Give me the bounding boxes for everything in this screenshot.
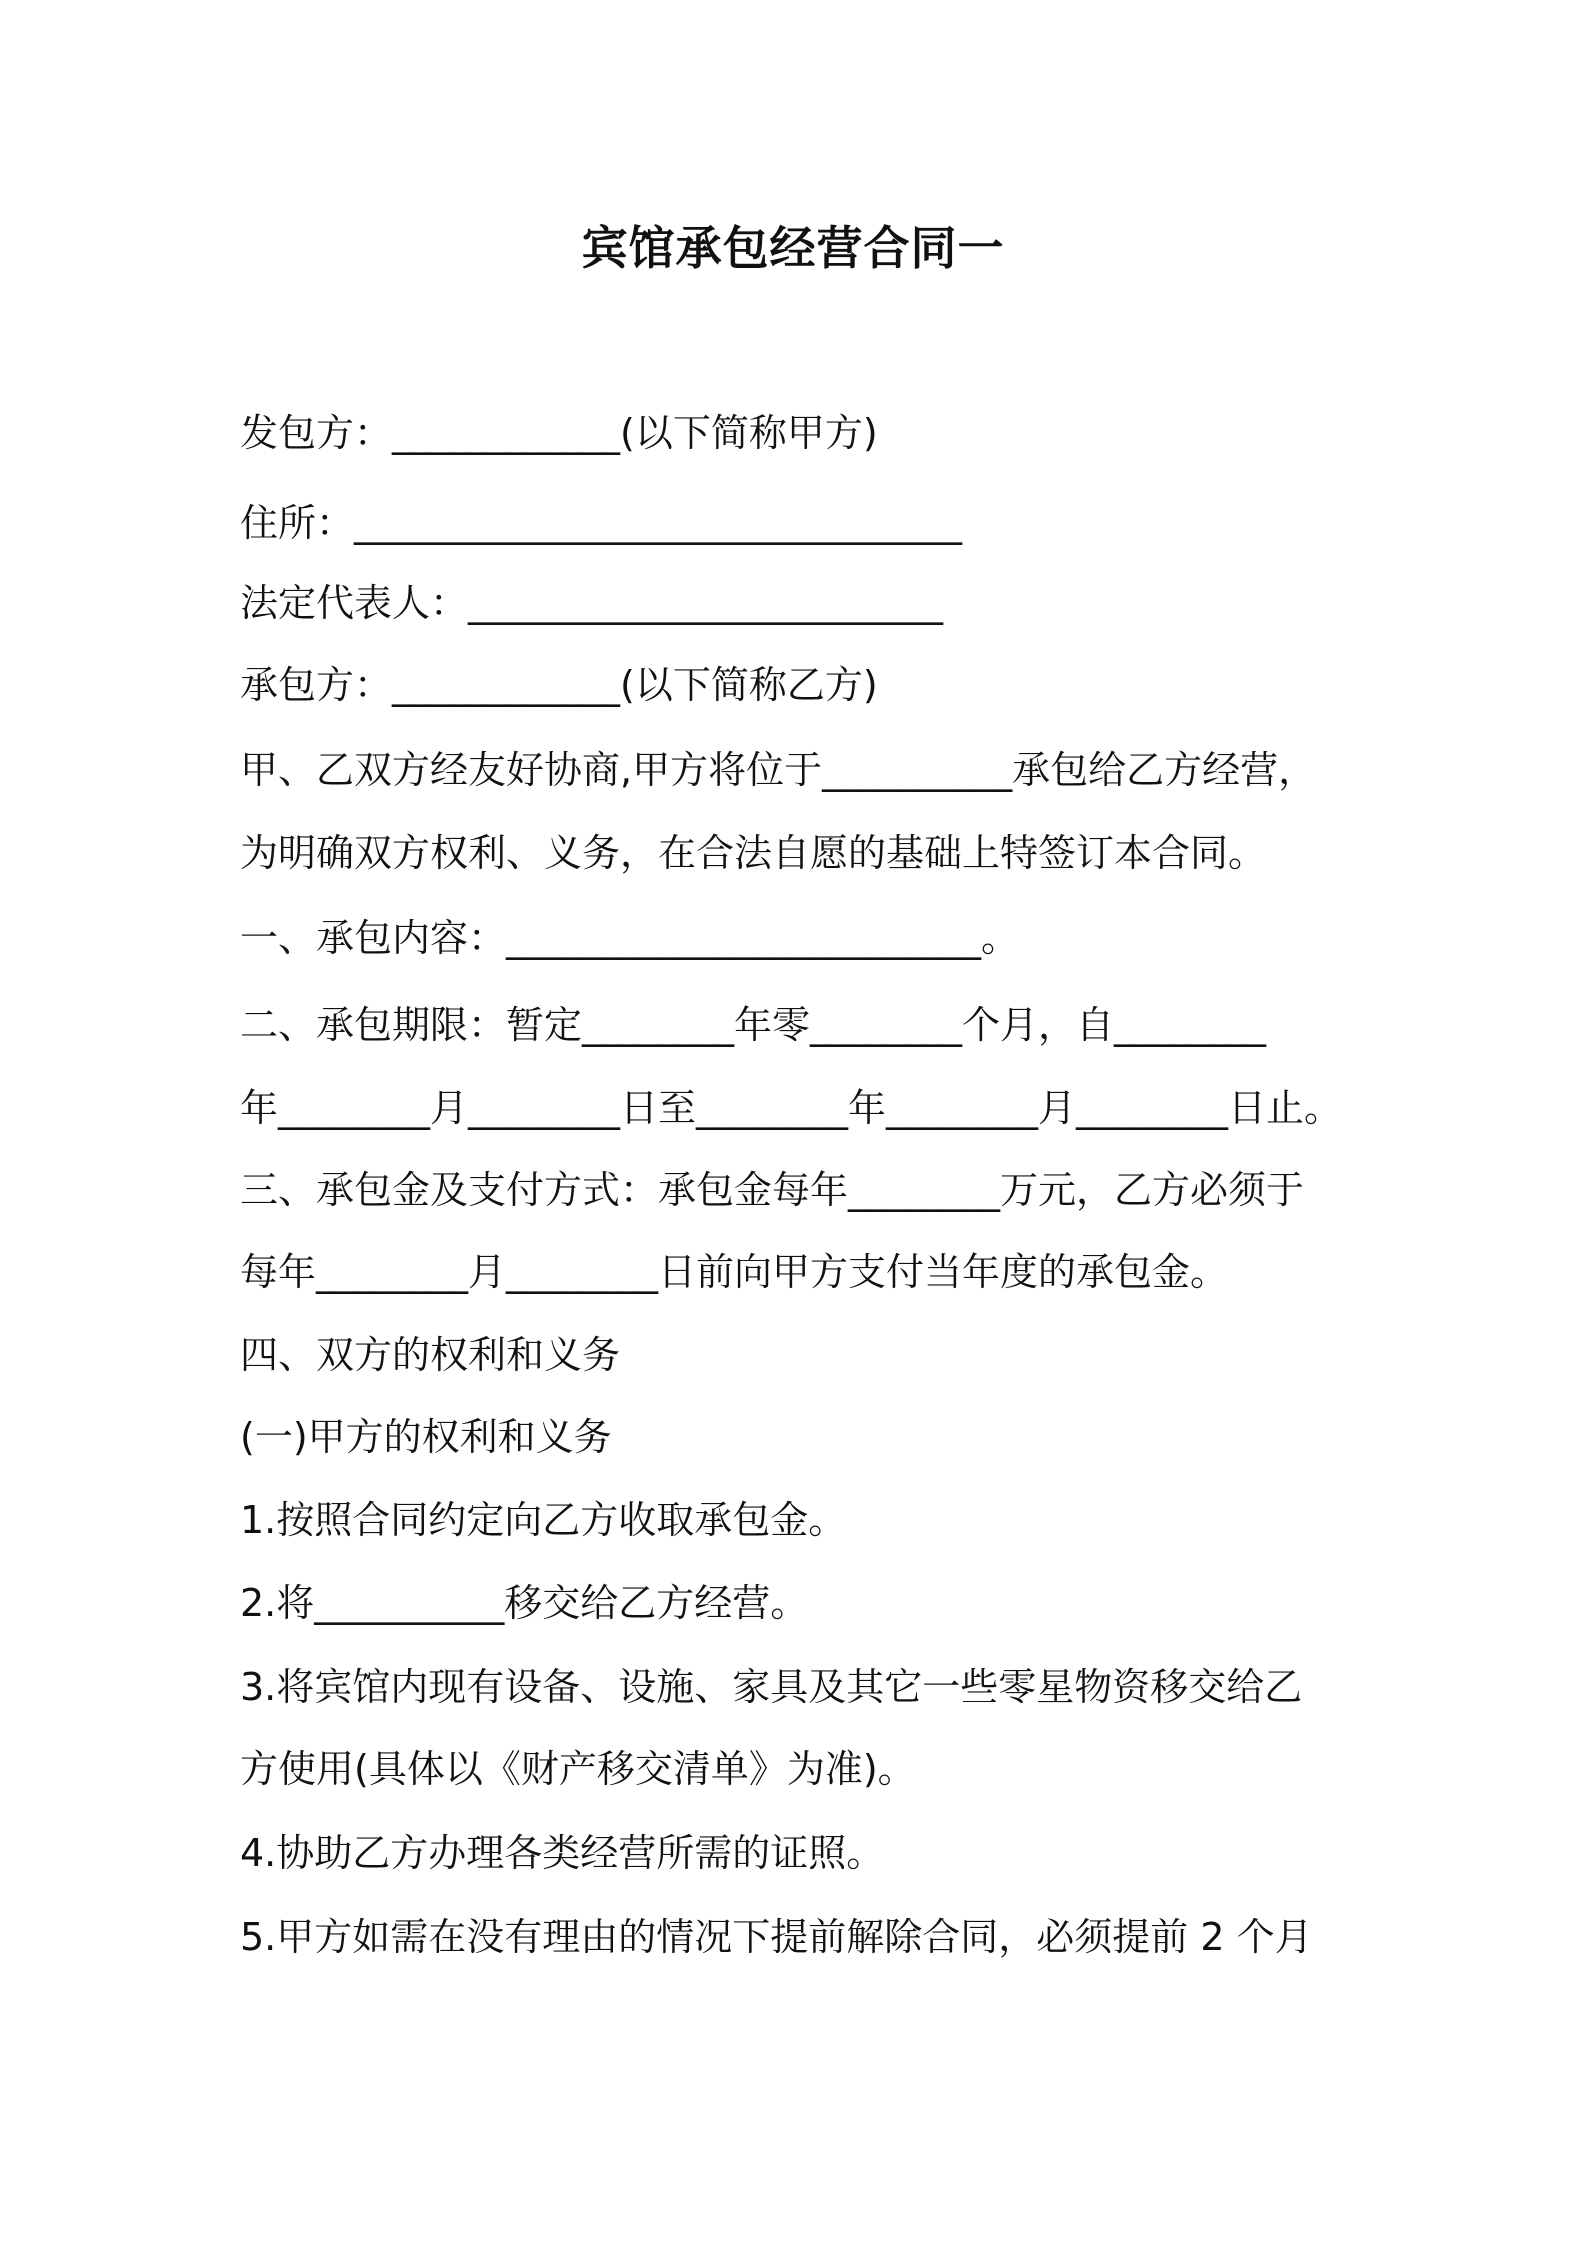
clause-line-contractor: 承包方：____________(以下简称乙方) (240, 663, 878, 707)
clause-line-section-4: 四、双方的权利和义务 (240, 1333, 621, 1377)
clause-line-item-3b: 方使用(具体以《财产移交清单》为准)。 (240, 1747, 916, 1791)
clause-line-legal-rep: 法定代表人：_________________________ (240, 581, 944, 625)
clause-line-item-2: 2.将__________移交给乙方经营。 (240, 1581, 809, 1625)
clause-line-section-2b: 年________月________日至________年________月________日止。 (240, 1086, 1343, 1130)
clause-line-preamble-2: 为明确双方权利、义务，在合法自愿的基础上特签订本合同。 (240, 831, 1267, 875)
clause-line-item-3a: 3.将宾馆内现有设备、设施、家具及其它一些零星物资移交给乙 (240, 1665, 1303, 1709)
clause-line-section-3a: 三、承包金及支付方式：承包金每年________万元，乙方必须于 (240, 1168, 1305, 1212)
clause-line-subsection-1: (一)甲方的权利和义务 (240, 1415, 612, 1459)
clause-line-section-3b: 每年________月________日前向甲方支付当年度的承包金。 (240, 1250, 1229, 1294)
document-title: 宾馆承包经营合同一 (581, 221, 1005, 275)
clause-line-address: 住所：________________________________ (240, 501, 963, 545)
clause-line-section-1: 一、承包内容：_________________________。 (240, 916, 1020, 960)
clause-line-section-2a: 二、承包期限：暂定________年零________个月，自________ (240, 1003, 1267, 1047)
clause-line-preamble-1: 甲、乙双方经友好协商,甲方将位于__________承包给乙方经营， (240, 748, 1317, 792)
clause-line-issuer: 发包方：____________(以下简称甲方) (240, 411, 878, 455)
clause-line-item-5: 5.甲方如需在没有理由的情况下提前解除合同，必须提前 2 个月 (240, 1915, 1313, 1959)
clause-line-item-1: 1.按照合同约定向乙方收取承包金。 (240, 1498, 847, 1542)
clause-line-item-4: 4.协助乙方办理各类经营所需的证照。 (240, 1831, 885, 1875)
